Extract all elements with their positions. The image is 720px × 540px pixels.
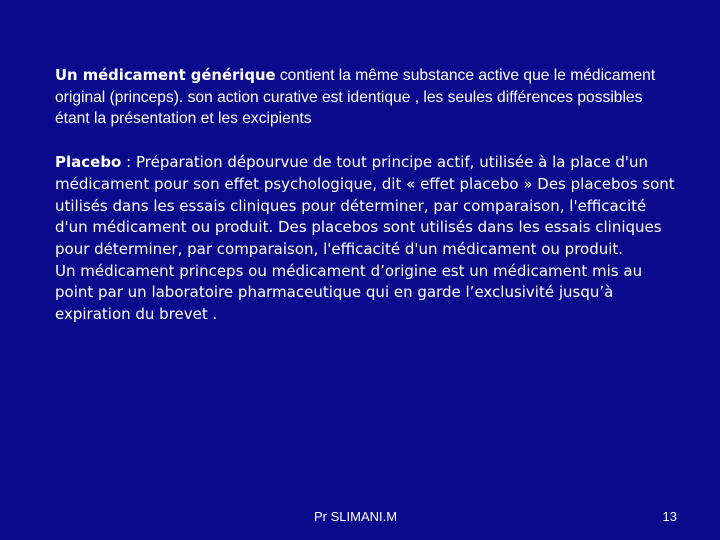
paragraph-placebo [55,152,675,261]
page-number: 13 [662,509,677,524]
slide-body [55,65,675,326]
definition-generic-drug: contient la même substance active que le médicament original (princeps). son action curative est identique , les seules différences possibles étant la présentation et les excipients [55,67,656,128]
footer-author: Pr SLIMANI.M [314,509,398,524]
paragraph-princeps: Un médicament princeps ou médicament d’origine est un médicament mis au point par un laboratoire pharmaceutique qui en garde l’exclusivité jusqu’à expiration du brevet . [55,261,643,324]
paragraph-generic-drug [55,65,675,130]
definition-placebo: : Préparation dépourvue de tout principe actif, utilisée à la place d'un médicament pour son effet psychologique, dit « effet placebo » Des placebos sont utilisés dans les essais cliniques pour déterminer, par comparaison, l'efficacité d'un médicament ou produit. Des placebos sont utilisés dans les essais cliniques pour déterminer, par comparaison, l'efficacité d'un médicament ou produit. [55,153,675,258]
term-generic-drug: Un médicament générique [55,67,276,84]
term-placebo: Placebo [55,153,122,172]
